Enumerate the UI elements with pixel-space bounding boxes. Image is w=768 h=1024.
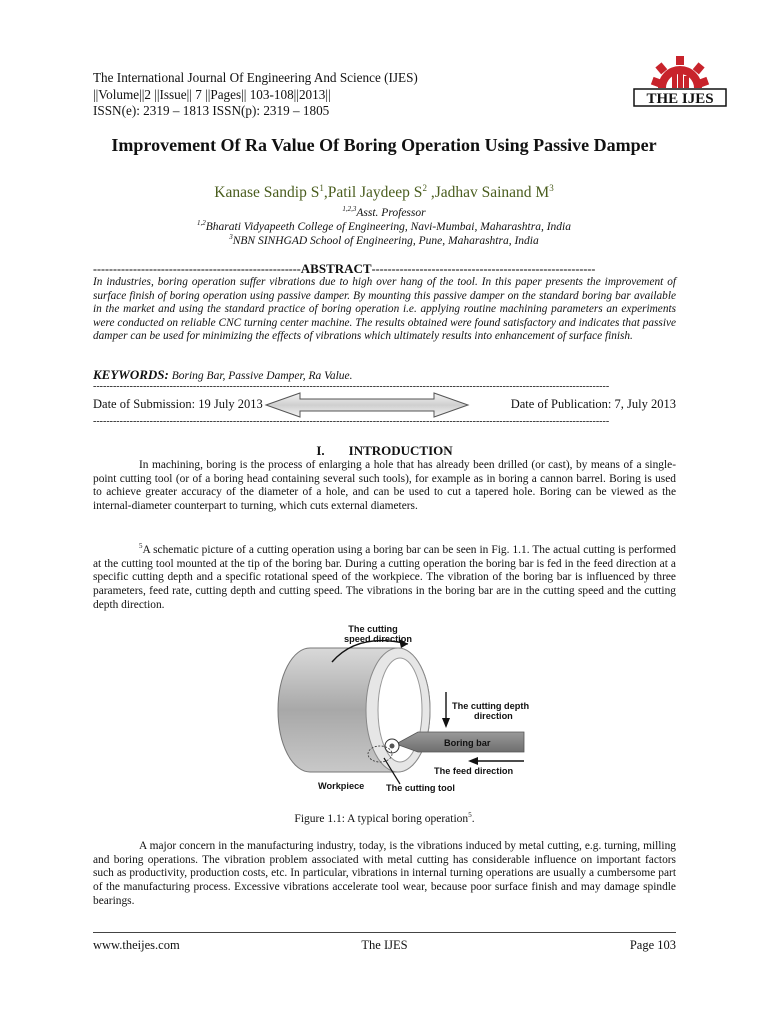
label-speed-2: speed direction: [344, 634, 412, 644]
section-title: INTRODUCTION: [348, 443, 453, 458]
section-number: I.: [316, 443, 325, 458]
abstract-title: ABSTRACT: [300, 261, 372, 276]
paragraph-3: [93, 840, 676, 909]
section-heading: [93, 443, 676, 459]
cutting-depth-arrowhead: [442, 718, 450, 728]
label-depth-1: The cutting depth: [452, 701, 530, 711]
abstract-dashes-left: ----------------------------------------------------: [93, 262, 301, 276]
keywords-text: Boring Bar, Passive Damper, Ra Value.: [168, 370, 353, 382]
abstract-text: In industries, boring operation suffer vibrations due to high over hang of the tool. In this paper presents the improvement of surface finish of boring operation using passive damper. By mounting this passive damper on the standard boring bar available in the market and using the standard practice of boring operation i.e. applying routine machining parameters an experiments were conducted on reliable CNC turning center machine. The results obtained were found satisfactory and indicates that passive damper can be used for minimizing the effects of vibrations which ultimately results into enhancement of surface finish.: [93, 276, 676, 343]
footer-rule: [93, 932, 676, 933]
affiliation-1: [60, 219, 708, 233]
role-text: Asst. Professor: [356, 206, 426, 219]
journal-volume: ||Volume||2 ||Issue|| 7 ||Pages|| 103-108||2013||: [93, 86, 331, 102]
aff1-sup: 1,2: [197, 219, 206, 227]
role-sup: 1,2,3: [342, 205, 357, 213]
label-workpiece: Workpiece: [318, 781, 365, 791]
paragraph-2: [93, 540, 676, 612]
boring-operation-figure: [268, 618, 568, 798]
paragraph-1: [93, 459, 676, 514]
footer-url[interactable]: www.theijes.com: [93, 938, 180, 952]
label-boring-bar: Boring bar: [444, 738, 491, 748]
journal-issn: ISSN(e): 2319 – 1813 ISSN(p): 2319 – 1805: [93, 103, 330, 118]
figure-caption: [93, 811, 676, 825]
author-1: Kanase Sandip S: [214, 184, 320, 202]
submission-date: Date of Submission: 19 July 2013: [93, 397, 263, 411]
label-cutting-tool: The cutting tool: [386, 783, 455, 793]
aff1-text: Bharati Vidyapeeth College of Engineering, Navi-Mumbai, Maharashtra, India: [205, 220, 571, 233]
author-3: ,Jadhav Sainand M: [426, 184, 550, 202]
abstract-heading: [93, 261, 676, 277]
footer-center: The IJES: [361, 938, 408, 952]
figure-caption-end: .: [471, 812, 475, 825]
label-feed: The feed direction: [434, 766, 514, 776]
author-role: [60, 205, 708, 219]
figure-caption-text: Figure 1.1: A typical boring operation: [294, 812, 469, 825]
feed-arrowhead: [468, 757, 478, 765]
workpiece-shape: [278, 648, 430, 772]
journal-header: [93, 70, 418, 120]
author-list: [60, 183, 708, 202]
keywords-label: KEYWORDS:: [93, 367, 169, 382]
ijes-logo: [628, 48, 732, 110]
footer-page: Page 103: [629, 938, 676, 952]
double-arrow-icon: [264, 391, 470, 419]
figure-caption-sup: 5: [468, 811, 472, 819]
label-depth-2: direction: [474, 711, 513, 721]
label-speed-1: The cutting: [348, 624, 398, 634]
paragraph-3-text: A major concern in the manufacturing industry, today, is the vibrations induced by metal cutting, e.g. turning, milling and boring operations. The vibration problem associated with metal cutting has considerable influence on important factors such as productivity, production costs, etc. In particular, vibrations in internal turning operations are usually a cumbersome part of the manufacturing process. Excessive vibrations accelerate tool wear, because poor surface finish and may damage spindle bearings.: [93, 840, 676, 907]
separator-top: -----------------------------------------------------------------------------------------------------------------------------------------------------------: [93, 381, 610, 392]
paragraph-1-text: In machining, boring is the process of enlarging a hole that has already been drilled (or cast), by means of a single-point cutting tool (or of a boring head containing several such tools), for example as in boring a cannon barrel. Boring is used to achieve greater accuracy of the diameter of a hole, and can be used to cut a tapered hole. Boring can be viewed as the internal-diameter counterpart to turning, which cuts external diameters.: [93, 459, 676, 513]
author-2: ,Patil Jaydeep S: [323, 184, 423, 202]
author-3-sup: 3: [549, 183, 554, 193]
author-2-sup: 2: [422, 183, 427, 193]
publication-date: Date of Publication: 7, July 2013: [510, 397, 676, 411]
paragraph-2-text: A schematic picture of a cutting operation using a boring bar can be seen in Fig. 1.1. The actual cutting is performed at the cutting tool mounted at the tip of the boring bar. During a cutting operation the boring bar is fed in the feed direction at a specific cutting depth and a specific rotational speed of the workpiece. The vibration of the boring bar is influenced by three parameters, feed rate, cutting depth and cutting speed. The vibrations in the boring bar are in the cutting speed and the cutting depth direction.: [93, 543, 676, 611]
aff2-sup: 3: [229, 233, 233, 241]
author-1-sup: 1: [319, 183, 324, 193]
affiliation-2: [60, 233, 708, 247]
paper-title: Improvement Of Ra Value Of Boring Operation Using Passive Damper: [111, 135, 657, 155]
gear-logo-icon: [628, 48, 732, 110]
journal-name: The International Journal Of Engineering And Science (IJES): [93, 70, 418, 85]
abstract-dashes-right: --------------------------------------------------------: [371, 262, 596, 276]
separator-bottom: -----------------------------------------------------------------------------------------------------------------------------------------------------------: [93, 416, 610, 427]
aff2-text: NBN SINHGAD School of Engineering, Pune, Maharashtra, India: [232, 234, 539, 247]
logo-text: THE IJES: [646, 91, 714, 107]
paragraph-2-sup: 5: [139, 542, 143, 550]
